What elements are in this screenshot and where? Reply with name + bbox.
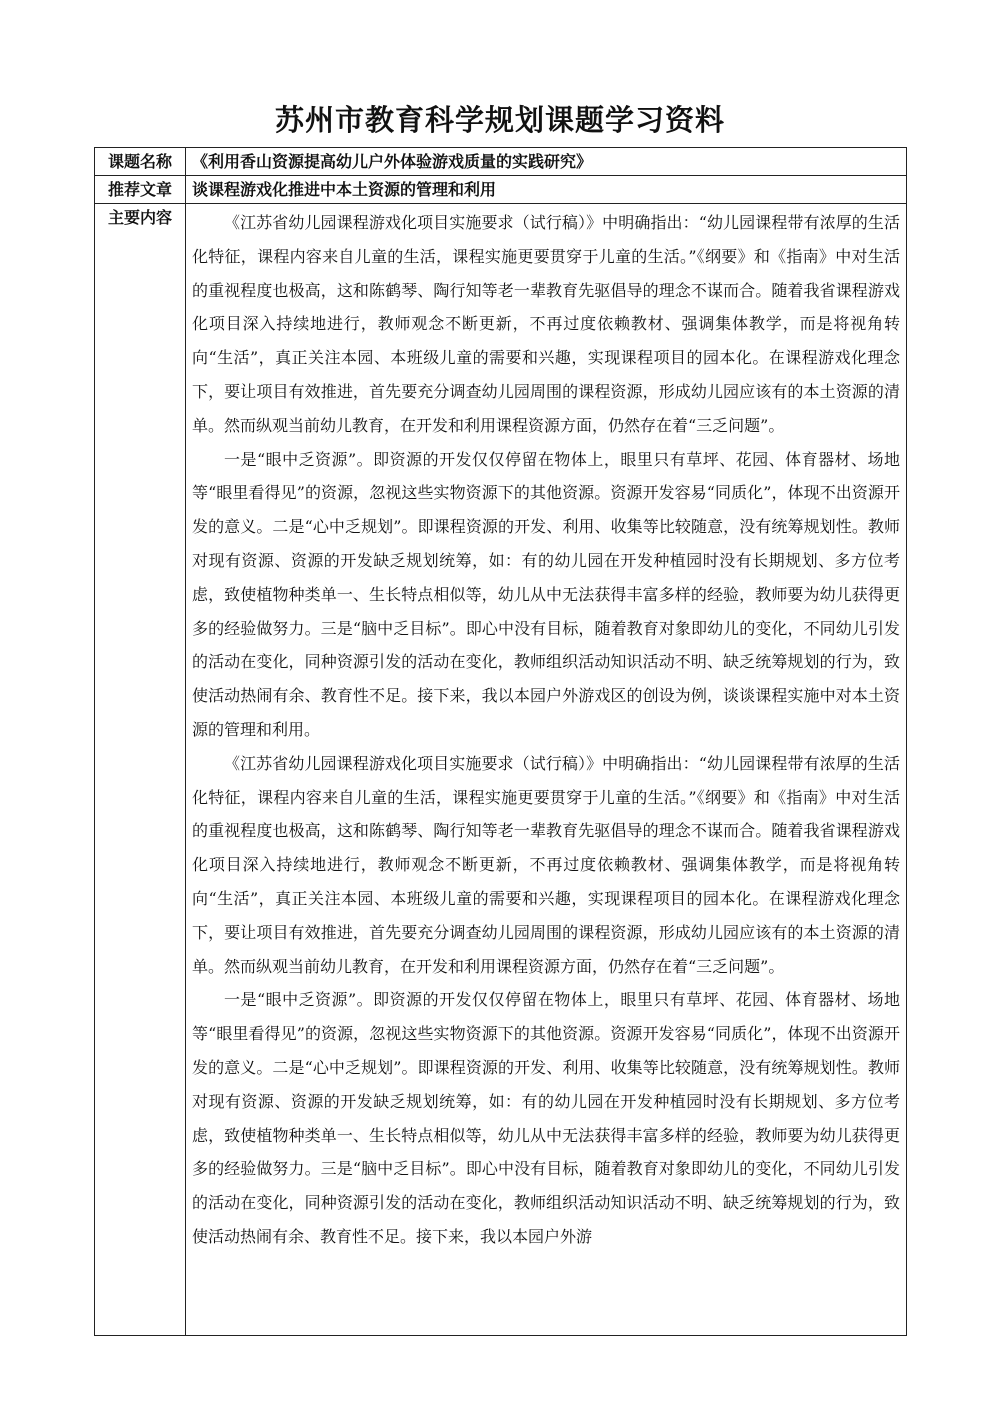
main-content-label: 主要内容 — [95, 204, 186, 1336]
table-row — [95, 176, 907, 204]
content-paragraph: 一是“眼中乏资源”。即资源的开发仅仅停留在物体上，眼里只有草坪、花园、体育器材、场地等“眼里看得见”的资源，忽视这些实物资源下的其他资源。资源开发容易“同质化”，体现不出资源开发的意义。二是“心中乏规划”。即课程资源的开发、利用、收集等比较随意，没有统筹规划性。教师对现有资源、资源的开发缺乏规划统筹，如：有的幼儿园在开发种植园时没有长期规划、多方位考虑，致使植物种类单一、生长特点相似等，幼儿从中无法获得丰富多样的经验，教师要为幼儿获得更多的经验做努力。三是“脑中乏目标”。即心中没有目标，随着教育对象即幼儿的变化，不同幼儿引发的活动在变化，同种资源引发的活动在变化，教师组织活动知识活动不明、缺乏统筹规划的行为，致使活动热闹有余、教育性不足。接下来，我以本园户外游戏区的创设为例，谈谈课程实施中对本土资源的管理和利用。 — [192, 449, 900, 739]
study-material-table — [94, 147, 907, 1336]
table-row — [95, 148, 907, 176]
content-paragraph: 《江苏省幼儿园课程游戏化项目实施要求（试行稿）》中明确指出：“幼儿园课程带有浓厚的生活化特征，课程内容来自儿童的生活，课程实施更要贯穿于儿童的生活。”《纲要》和《指南》中对生活的重视程度也极高，这和陈鹤琴、陶行知等老一辈教育先驱倡导的理念不谋而合。随着我省课程游戏化项目深入持续地进行，教师观念不断更新，不再过度依赖教材、强调集体教学，而是将视角转向“生活”，真正关注本园、本班级儿童的需要和兴趣，实现课程项目的园本化。在课程游戏化理念下，要让项目有效推进，首先要充分调查幼儿园周围的课程资源，形成幼儿园应该有的本土资源的清单。然而纵观当前幼儿教育，在开发和利用课程资源方面，仍然存在着“三乏问题”。 — [192, 213, 900, 435]
topic-name-value: 《利用香山资源提高幼儿户外体验游戏质量的实践研究》 — [186, 148, 907, 176]
table-row — [95, 204, 907, 1336]
page-title: 苏州市教育科学规划课题学习资料 — [274, 103, 725, 137]
recommended-article-label: 推荐文章 — [95, 176, 186, 204]
main-content-body — [186, 204, 907, 1336]
recommended-article-value: 谈课程游戏化推进中本土资源的管理和利用 — [186, 176, 907, 204]
content-paragraph: 一是“眼中乏资源”。即资源的开发仅仅停留在物体上，眼里只有草坪、花园、体育器材、场地等“眼里看得见”的资源，忽视这些实物资源下的其他资源。资源开发容易“同质化”，体现不出资源开发的意义。二是“心中乏规划”。即课程资源的开发、利用、收集等比较随意，没有统筹规划性。教师对现有资源、资源的开发缺乏规划统筹，如：有的幼儿园在开发种植园时没有长期规划、多方位考虑，致使植物种类单一、生长特点相似等，幼儿从中无法获得丰富多样的经验，教师要为幼儿获得更多的经验做努力。三是“脑中乏目标”。即心中没有目标，随着教育对象即幼儿的变化，不同幼儿引发的活动在变化，同种资源引发的活动在变化，教师组织活动知识活动不明、缺乏统筹规划的行为，致使活动热闹有余、教育性不足。接下来，我以本园户外游 — [192, 990, 900, 1246]
topic-name-label: 课题名称 — [95, 148, 186, 176]
content-paragraph: 《江苏省幼儿园课程游戏化项目实施要求（试行稿）》中明确指出：“幼儿园课程带有浓厚的生活化特征，课程内容来自儿童的生活，课程实施更要贯穿于儿童的生活。”《纲要》和《指南》中对生活的重视程度也极高，这和陈鹤琴、陶行知等老一辈教育先驱倡导的理念不谋而合。随着我省课程游戏化项目深入持续地进行，教师观念不断更新，不再过度依赖教材、强调集体教学，而是将视角转向“生活”，真正关注本园、本班级儿童的需要和兴趣，实现课程项目的园本化。在课程游戏化理念下，要让项目有效推进，首先要充分调查幼儿园周围的课程资源，形成幼儿园应该有的本土资源的清单。然而纵观当前幼儿教育，在开发和利用课程资源方面，仍然存在着“三乏问题”。 — [192, 753, 900, 976]
